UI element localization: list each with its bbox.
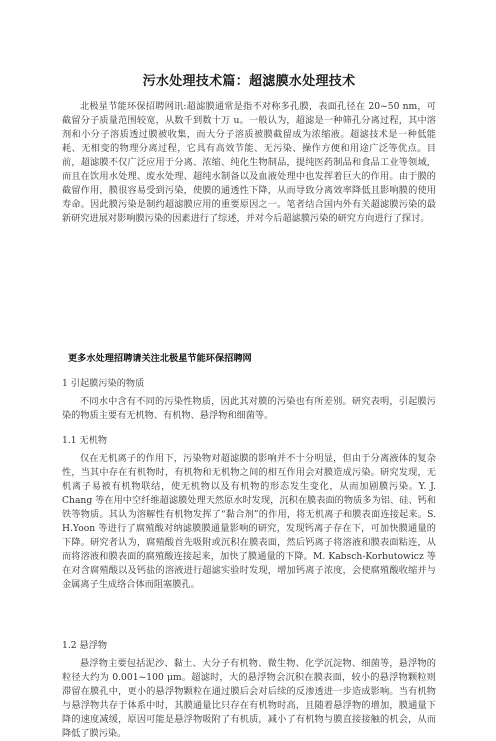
page-title: 污水处理技术篇：超滤膜水处理技术 xyxy=(142,74,356,89)
promo-link[interactable]: 更多水处理招聘请关注北极星节能环保招聘网 xyxy=(68,353,252,364)
section-1-1-paragraph: 仅在无机离子的作用下，污染物对超滤膜的影响并不十分明显，但由于分离液体的复杂性，当其中存在有机物时，有机物和无机物之间的相互作用会对膜造成污染。研究发现，无机离子易被有机物联结，使无机物以及有机物的形态发生变化，从而加剧膜污染。Y. J. Chang 等在用中空纤维超滤膜处理天然原水时发现，沉积在膜表面的物质多为铝、硅、钙和铁等物质。其认为溶解性有机物发挥了“黏合剂”的作用，将无机离子和膜表面连接起来。S. H.Yoon 等进行了腐殖酸对纳滤膜膜通量影响的研究，发现钙离子存在下，可加快膜通量的下降。研究者认为，腐殖酸首先吸附或沉积在膜表面，然后钙离子将溶液和膜表面粘连，从而将溶液和膜表面的腐殖酸连接起来，加快了膜通量的下降。M. Kabsch-Korbutowicz 等在对含腐殖酸以及钙盐的溶液进行超滤实验时发现，增加钙离子浓度，会使腐殖酸收缩并与金属离子生成络合体而阻塞膜孔。 xyxy=(62,453,436,590)
section-1-1-heading: 1.1 无机物 xyxy=(62,435,108,446)
section-1-2-paragraph: 悬浮物主要包括泥沙、黏土、大分子有机物、微生物、化学沉淀物、细菌等，悬浮物的粒径大约为 0.001~100 μm。超滤时，大的悬浮物会沉积在膜表面，较小的悬浮物颗粒则滞留在膜孔中，更小的悬浮物颗粒在通过膜后会对后续的反渗透进一步造成影响。当有机物与悬浮物共存于体系中时，其膜通量比只存在有机物时高，且随着悬浮物的增加，膜通量下降的速度减缓，原因可能是悬浮物吸附了有机质，减小了有机物与膜直接接触的机会，从而降低了膜污染。 xyxy=(62,658,436,739)
section-1-heading: 1 引起膜污染的物质 xyxy=(62,378,145,389)
section-1-2-heading: 1.2 悬浮物 xyxy=(62,640,108,651)
section-1-paragraph: 不同水中含有不同的污染性物质，因此其对膜的污染也有所差别。研究表明，引起膜污染的物质主要有无机物、有机物、悬浮物和细菌等。 xyxy=(62,396,436,421)
intro-paragraph: 北极星节能环保招聘网讯:超滤膜通常是指不对称多孔膜，表面孔径在 20~50 nm，可截留分子质量范围较宽，从数千到数十万 u。一般认为，超滤是一种筛孔分离过程，其中溶剂和小分子溶质透过膜被收集，而大分子溶质被膜截留成为浓缩液。超滤技术是一种低能耗、无相变的物理分离过程，它具有高效节能、无污染、操作方便和用途广泛等优点。目前，超滤膜不仅广泛应用于分离、浓缩、纯化生物制品，提纯医药制品和食品工业等领域，而且在饮用水处理、废水处理、超纯水制备以及血液处理中也发挥着巨大的作用。由于膜的截留作用，膜很容易受到污染，使膜的通透性下降，从而导致分离效率降低且影响膜的使用寿命。因此膜污染是制约超滤膜应用的重要原因之一。笔者结合国内外有关超滤膜污染的最新研究进展对影响膜污染的因素进行了综述，并对今后超滤膜污染的研究方向进行了探讨。 xyxy=(62,101,436,224)
